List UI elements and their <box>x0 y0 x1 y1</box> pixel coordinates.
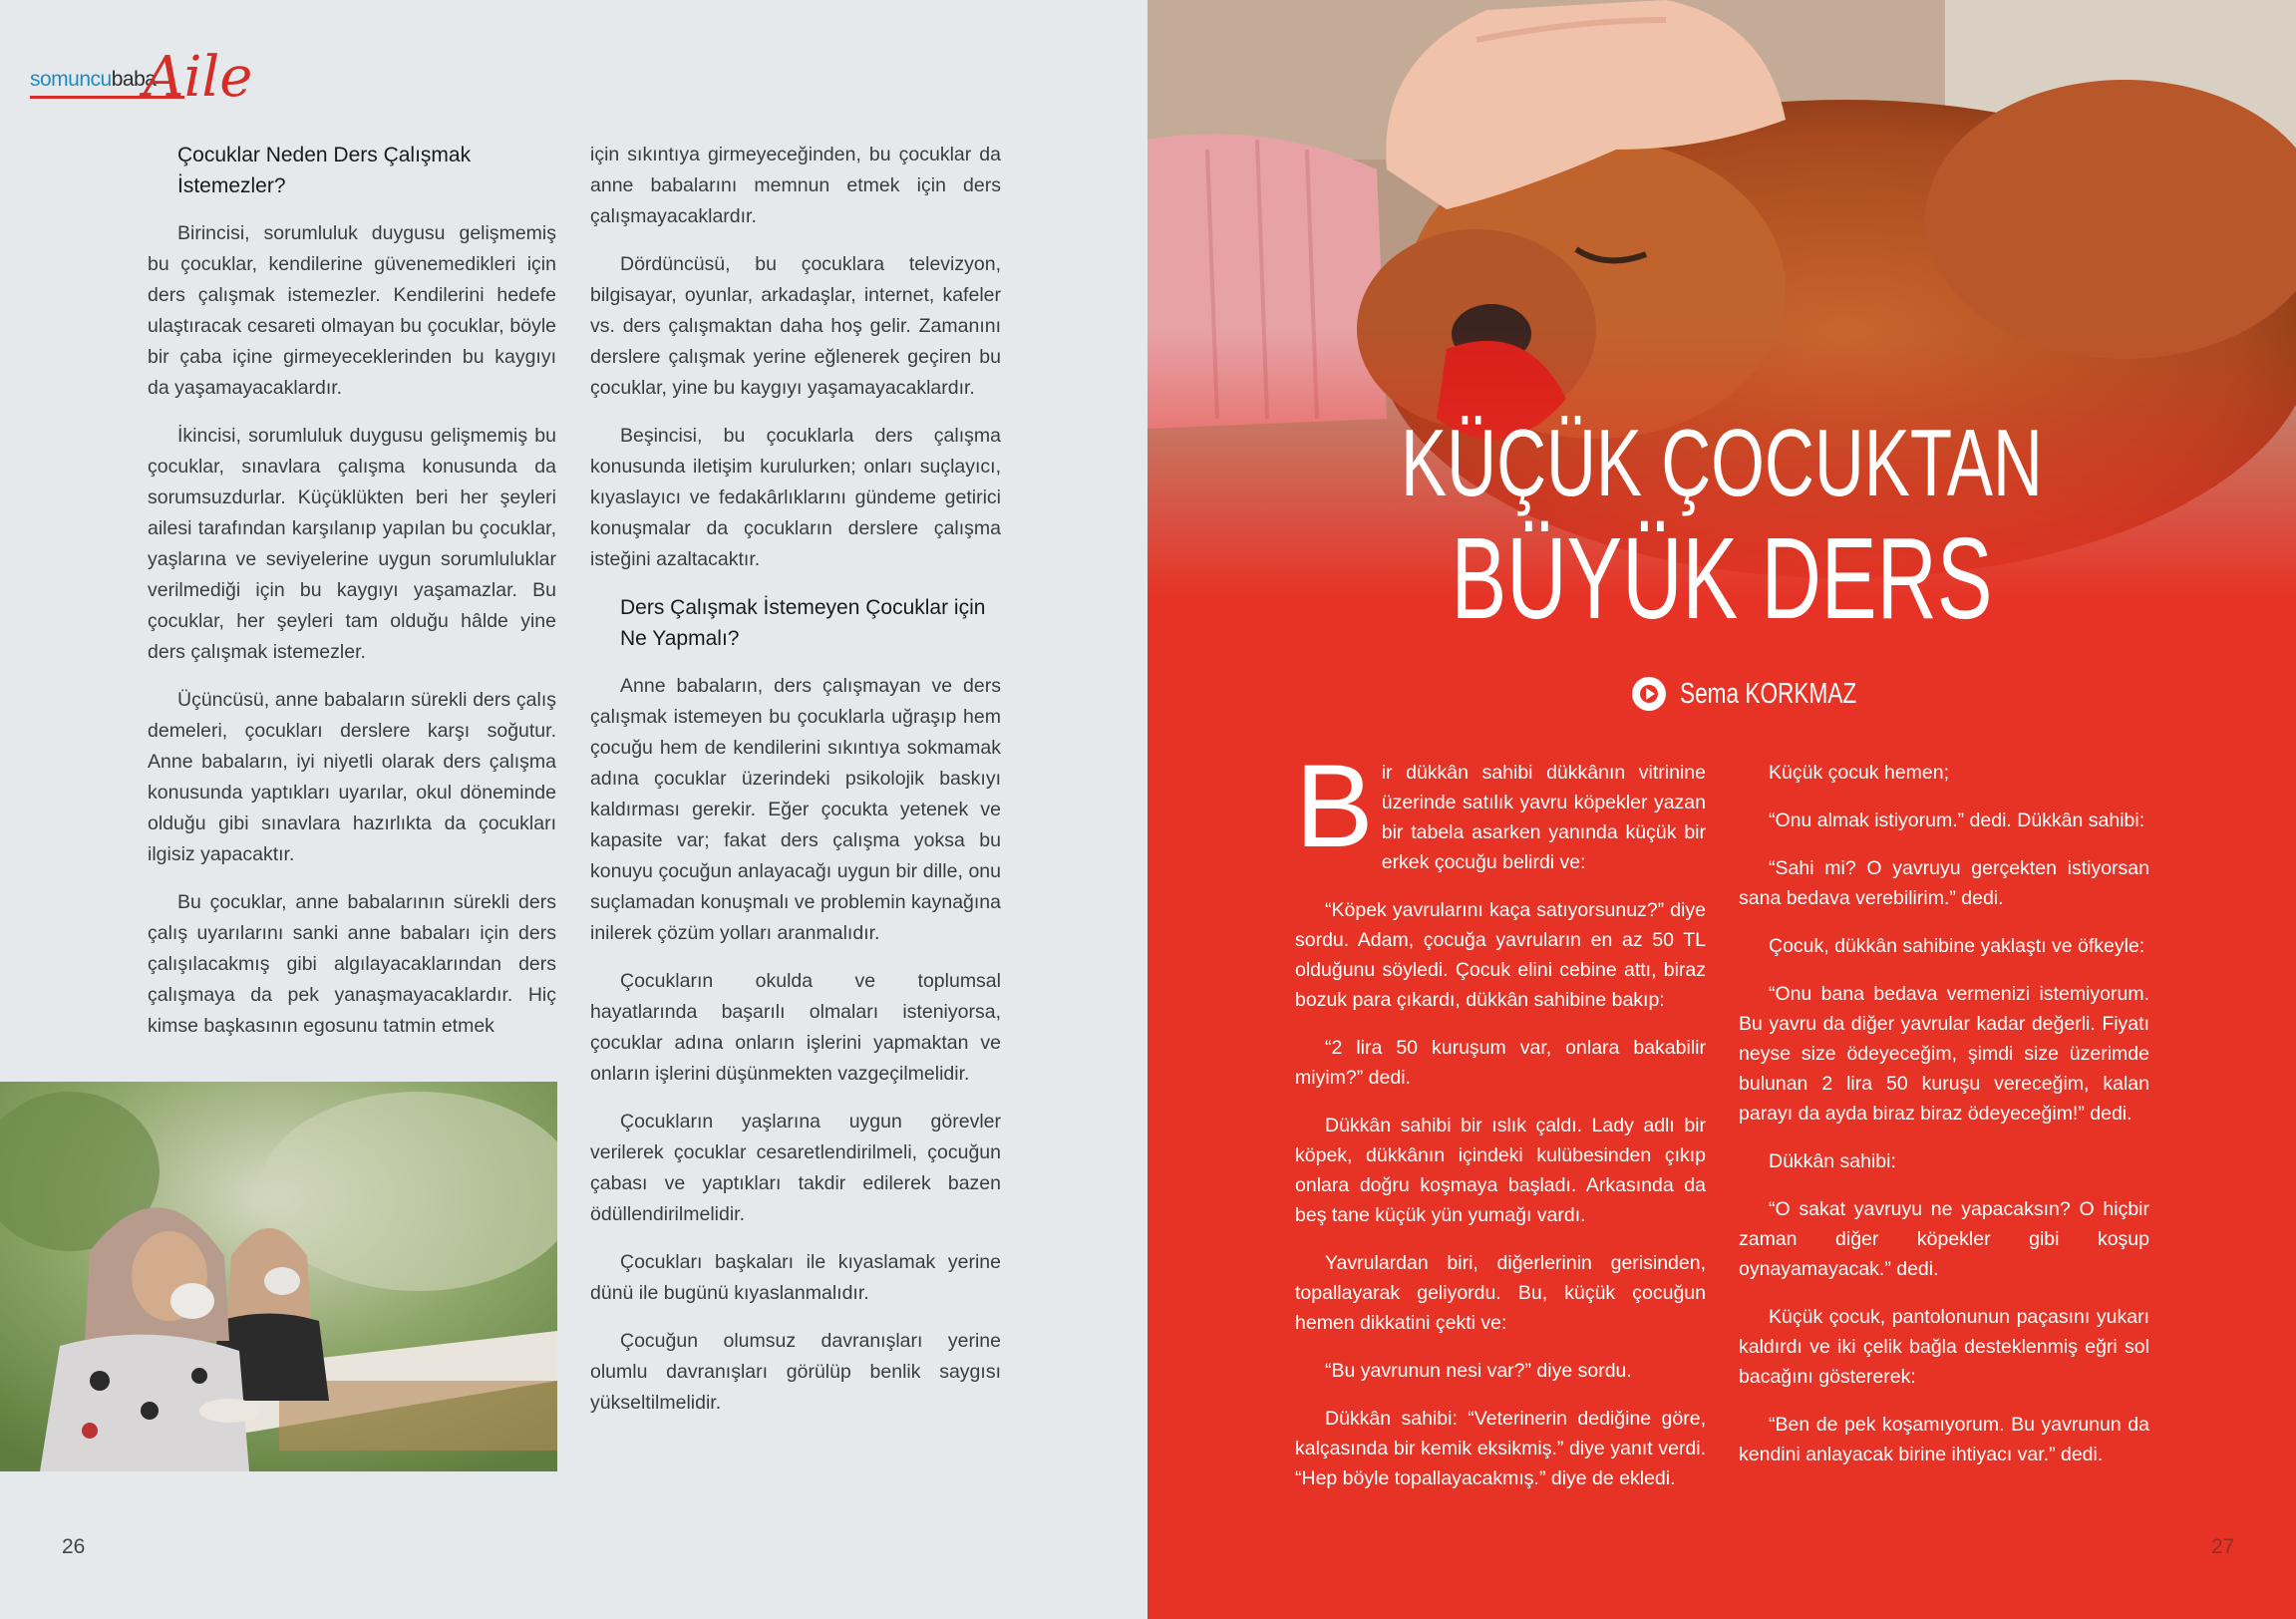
paragraph: Anne babaların, ders çalışmayan ve ders çalışmak istemeyen bu çocuklarla uğraşıp hem çocuğu hem de kendilerini sıkıntıya sokmamak adına çocuklar üzerindeki psikolojik baskıyı kaldırması gerekir. Eğer çocukta yetenek ve kapasite var; fakat ders çalışma yoksa bu konuyu çocuğun anlayacağı uygun bir dille, onu suçlamadan konuşmalı ve problemin kaynağına inilerek çözüm yolları aranmalıdır. <box>590 675 1001 944</box>
paragraph: “Onu almak istiyorum.” dedi. Dükkân sahibi: <box>1769 810 2145 831</box>
paragraph: Yavrulardan biri, diğerlerinin gerisinden, topallayarak geliyordu. Bu, küçük çocuğun hemen dikkatini çekti ve: <box>1295 1252 1706 1334</box>
paragraph: Çocukların okulda ve toplumsal hayatlarında başarılı olmaları isteniyorsa, çocuklar adına onların işlerini yapmaktan ve onların işlerini düşünmekten vazgeçilmelidir. <box>590 970 1001 1085</box>
paragraph: “Köpek yavrularını kaça satıyorsunuz?” diye sordu. Adam, çocuğa yavruların en az 50 TL olduğunu söyledi. Çocuk elini cebine attı, biraz bozuk para çıkardı, dükkân sahibine bakıp: <box>1295 899 1706 1011</box>
left-column-2 <box>590 140 1001 1436</box>
logo-brand-text: somuncubaba <box>30 68 157 91</box>
drop-cap: B <box>1295 741 1374 872</box>
paragraph: Çocukların yaşlarına uygun görevler verilerek çocuklar cesaretlendirilmeli, çocuğun çabası ve yaptıkları takdir edilerek bazen ödüllendirilmelidir. <box>590 1111 1001 1225</box>
paragraph: “Ben de pek koşamıyorum. Bu yavrunun da kendini anlayacak birine ihtiyacı var.” dedi. <box>1739 1414 2149 1465</box>
paragraph: Dükkân sahibi: <box>1769 1150 1896 1172</box>
play-icon <box>1632 677 1666 711</box>
paragraph: Dükkân sahibi bir ıslık çaldı. Lady adlı bir köpek, dükkânın içindeki kulübesinden çıkıp onlara doğru koşmaya başladı. Arkasında da beş tane küçük yün yumağı vardı. <box>1295 1115 1706 1226</box>
paragraph: Çocukları başkaları ile kıyaslamak yerine dünü ile bugünü kıyaslanmalıdır. <box>590 1251 1001 1304</box>
paragraph: Birincisi, sorumluluk duygusu gelişmemiş bu çocuklar, kendilerine güvenemedikleri için ders çalışmak istemezler. Kendilerini hedefe ulaştıracak cesareti olmayan bu çocuklar, böyle bir çaba içine girmeyeceklerinden bu kaygıyı da yaşamayacaklardır. <box>148 222 556 399</box>
paragraph: Bu çocuklar, anne babalarının sürekli ders çalış uyarılarını sanki anne babaları için ders çalışılacakmış gibi algılayacaklarından ders çalışmaya da pek yanaşmayacaklardır. Hiç kimse başkasının egosunu tatmin etmek <box>148 891 556 1037</box>
author-name: Sema KORKMAZ <box>1680 677 1857 710</box>
page-number: 26 <box>62 1535 86 1558</box>
article-title-line2: BÜYÜK DERS <box>1451 513 1993 643</box>
students-photo <box>0 1082 557 1471</box>
section-heading: Çocuklar Neden Ders Çalışmak İstemezler? <box>177 144 472 197</box>
paragraph: Çocuk, dükkân sahibine yaklaştı ve öfkeyle: <box>1769 935 2145 957</box>
left-column-1 <box>148 140 556 1059</box>
logo-section-name: Aile <box>144 45 253 110</box>
paragraph: “2 lira 50 kuruşum var, onlara bakabilir miyim?” dedi. <box>1295 1037 1706 1089</box>
paragraph: Küçük çocuk hemen; <box>1769 762 1950 784</box>
paragraph: Dördüncüsü, bu çocuklara televizyon, bilgisayar, oyunlar, arkadaşlar, internet, kafeler vs. ders çalışmaktan daha hoş gelir. Zamanını derslere çalışmak yerine eğlenerek geçiren bu çocuklar, yine bu kaygıyı yaşamayacaklardır. <box>590 253 1001 399</box>
paragraph: için sıkıntıya girmeyeceğinden, bu çocuklar da anne babalarını memnun etmek için ders çalışmayacaklardır. <box>590 144 1001 227</box>
right-page <box>1148 0 2296 1619</box>
students-illustration <box>0 1082 557 1471</box>
paragraph: Dükkân sahibi: “Veterinerin dediğine göre, kalçasında bir kemik eksikmiş.” diye yanıt verdi. “Hep böyle topallayacakmış.” diye de ekledi. <box>1295 1408 1706 1489</box>
page-number: 27 <box>2211 1535 2235 1558</box>
paragraph: “Sahi mi? O yavruyu gerçekten istiyorsan sana bedava verebilirim.” dedi. <box>1739 857 2149 909</box>
right-column-1 <box>1295 741 1706 1511</box>
paragraph: Çocuğun olumsuz davranışları yerine olumlu davranışları görülüp benlik saygısı yükseltilmelidir. <box>590 1330 1001 1414</box>
paragraph: Küçük çocuk, pantolonunun paçasını yukarı kaldırdı ve iki çelik bağla desteklenmiş eğri sol bacağını göstererek: <box>1739 1306 2149 1388</box>
paragraph: Üçüncüsü, anne babaların sürekli ders çalış demeleri, çocukları derslere karşı soğutur. Anne babaların, iyi niyetli olarak ders çalışma konusunda yaptıkları uyarılar, okul döneminde olduğu gibi sınavlara hazırlıkta da çocukları ilgisiz yapacaktır. <box>148 689 556 865</box>
section-heading: Ders Çalışmak İstemeyen Çocuklar için Ne Yapmalı? <box>620 596 986 650</box>
paragraph: “O sakat yavruyu ne yapacaksın? O hiçbir zaman diğer köpekler gibi koşup oynayamayacak.” dedi. <box>1739 1198 2149 1280</box>
paragraph: “Bu yavrunun nesi var?” diye sordu. <box>1325 1360 1632 1382</box>
paragraph: İkincisi, sorumluluk duygusu gelişmemiş bu çocuklar, sınavlara çalışma konusunda da sorumsuzdurlar. Küçüklükten beri her şeyleri ailesi tarafından karşılanıp yapılan bu çocuklar, yaşlarına ve seviyelerine uygun sorumluluklar verilmediği için bu kaygıyı yaşamazlar. Bu çocuklar, her şeyleri tam olduğu hâlde yine ders çalışmak istemezler. <box>148 425 556 663</box>
right-column-2 <box>1739 758 2149 1487</box>
paragraph: Bir dükkân sahibi dükkânın vitrinine üzerinde satılık yavru köpekler yazan bir tabela asarken yanında küçük bir erkek çocuğu belirdi ve: <box>1295 741 1706 873</box>
paragraph: “Onu bana bedava vermenizi istemiyorum. Bu yavru da diğer yavrular kadar değerli. Fiyatı neyse size ödeyeceğim, şimdi size üzerimde bulunan 2 lira 50 kuruşu vereceğim, kalan parayı da ayda biraz biraz ödeyeceğim!” dedi. <box>1739 983 2149 1125</box>
author-byline <box>1632 674 1906 714</box>
article-title-line1: KÜÇÜK ÇOCUKTAN <box>1401 410 2043 516</box>
paragraph: Beşincisi, bu çocuklarla ders çalışma konusunda iletişim kurulurken; onları suçlayıcı, kıyaslayıcı ve fedakârlıklarını gündeme getirici konuşmalar da çocukların derslere çalışma isteğini azaltacaktır. <box>590 425 1001 570</box>
